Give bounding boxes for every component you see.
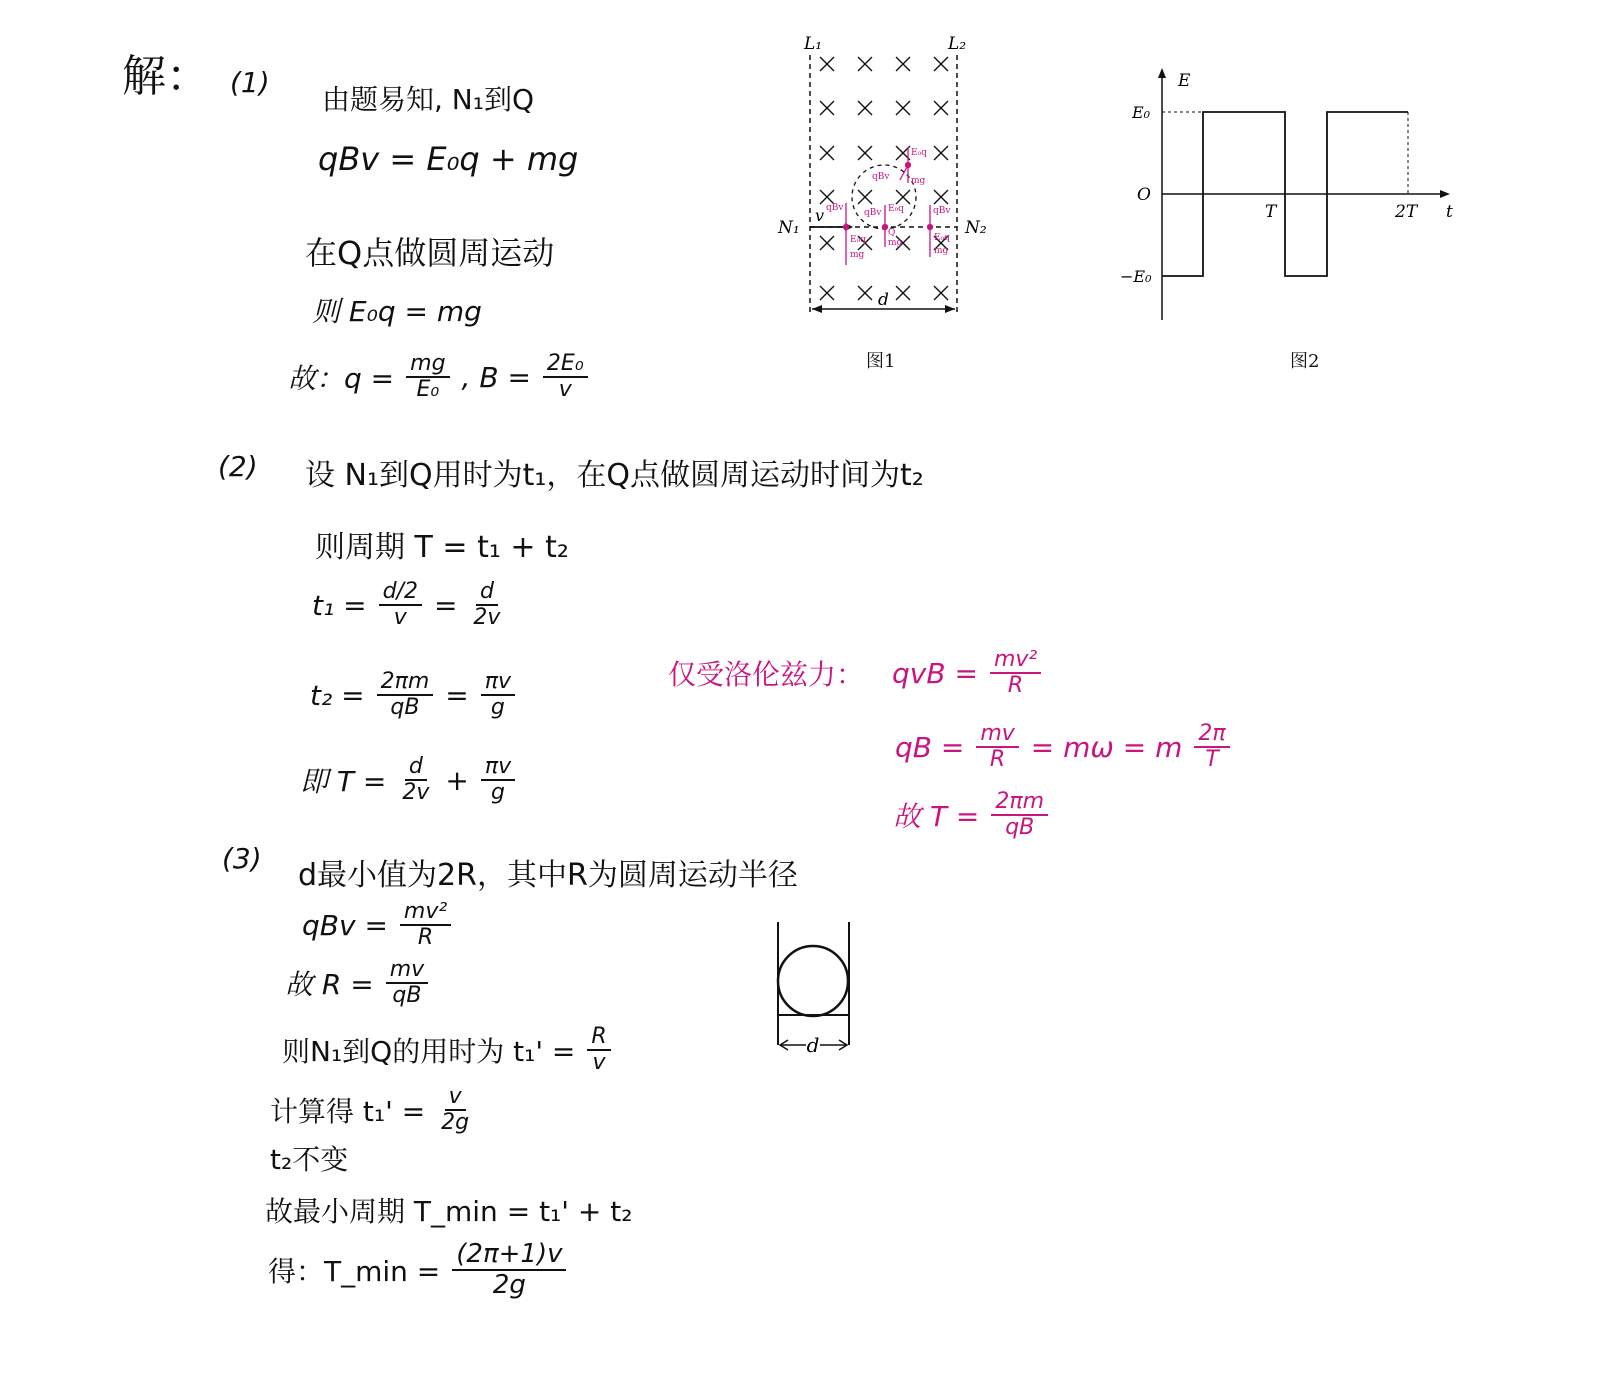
label-Q: Q <box>888 228 896 238</box>
fraction <box>976 722 1018 772</box>
force-qBv: qBv <box>933 206 951 216</box>
force-qBv: qBv <box>872 172 890 182</box>
den: E₀ <box>416 377 440 403</box>
den: 2v <box>402 780 430 806</box>
part2-line4 <box>310 670 519 720</box>
lhs: qB = <box>895 730 965 764</box>
den: qB <box>392 983 422 1009</box>
part2-line1: 设 N₁到Q用时为t₁，在Q点做圆周运动时间为t₂ <box>305 458 924 493</box>
label-d: d <box>878 290 889 310</box>
den: v <box>393 605 407 631</box>
force-mg: mg <box>911 176 926 186</box>
text: 仅受洛伦兹力： <box>668 658 865 692</box>
num: d <box>476 580 498 606</box>
num: πv <box>481 755 515 781</box>
den: v <box>558 377 572 403</box>
force-E0q: E₀q <box>888 204 904 214</box>
fraction <box>481 670 515 720</box>
lhs: 则N₁到Q的用时为 t₁' = <box>282 1035 576 1069</box>
part3-line1: d最小值为2R，其中R为圆周运动半径 <box>298 858 798 893</box>
eq: qvB = <box>892 656 978 690</box>
cross-icon <box>934 286 948 300</box>
lhs: 得：T_min = <box>268 1254 441 1288</box>
figure1-diagram <box>760 25 1010 325</box>
num: πv <box>481 670 515 696</box>
fraction <box>386 958 428 1008</box>
force-E0q: E₀q <box>850 235 866 245</box>
num: d/2 <box>379 580 422 606</box>
figure1-caption: 图1 <box>866 351 896 372</box>
cross-icon <box>934 57 948 71</box>
part3-line6: t₂不变 <box>270 1143 349 1176</box>
num: mv <box>386 958 428 984</box>
fraction <box>437 1085 473 1135</box>
den: qB <box>1005 815 1035 841</box>
part3-line2 <box>302 900 455 950</box>
circle-sketch <box>760 910 870 1060</box>
den: T <box>1205 747 1219 773</box>
fraction <box>469 580 504 630</box>
cross-icon <box>820 236 834 250</box>
cross-icon <box>896 286 910 300</box>
den: 2g <box>441 1110 470 1136</box>
force-qBv: qBv <box>864 208 882 218</box>
part3-line3 <box>285 958 432 1008</box>
label-E0: E₀ <box>1132 103 1151 122</box>
num: 2π <box>1194 722 1229 748</box>
label-T: T <box>1265 202 1277 222</box>
force-mg: mg <box>934 246 949 256</box>
fraction <box>991 790 1048 840</box>
force-E0q: E₀q <box>911 148 927 158</box>
cross-icon <box>858 57 872 71</box>
den: v <box>592 1050 606 1076</box>
solution-heading: 解： <box>122 51 210 102</box>
b-fraction <box>543 352 588 402</box>
circle-path <box>778 946 848 1016</box>
part3-line7: 故最小周期 T_min = t₁' + t₂ <box>265 1195 633 1228</box>
den: g <box>490 695 505 721</box>
lhs: 故 R = <box>285 968 374 1002</box>
l5-mid: , B = <box>461 360 531 394</box>
part3-line5 <box>270 1085 477 1135</box>
cross-icon <box>820 146 834 160</box>
num: v <box>445 1085 466 1111</box>
side-note-line2 <box>895 722 1234 772</box>
cross-icon <box>858 101 872 115</box>
figure2-caption: 图2 <box>1290 351 1320 372</box>
force-E0q: E₀q <box>934 233 950 243</box>
lhs: t₁ = <box>312 588 367 622</box>
num: mv <box>976 722 1018 748</box>
label-N1: N₁ <box>778 218 800 238</box>
part3-line8 <box>268 1240 570 1299</box>
part1-line5 <box>288 352 592 402</box>
t-axis-arrow <box>1440 190 1450 198</box>
cross-icon <box>896 57 910 71</box>
part1-line4: 则 E₀q = mg <box>312 295 482 328</box>
cross-icon <box>858 286 872 300</box>
cross-icon <box>858 190 872 204</box>
plus: + <box>445 763 469 797</box>
label-E: E <box>1178 71 1191 91</box>
num: 2πm <box>991 790 1048 816</box>
eq: = <box>433 588 458 622</box>
part2-line5 <box>300 755 519 805</box>
den: R <box>1007 673 1024 699</box>
lhs: 计算得 t₁' = <box>270 1095 426 1129</box>
part1-line1: 由题易知, N₁到Q <box>322 83 535 116</box>
arrowhead-right <box>945 305 955 313</box>
q-fraction <box>406 352 449 402</box>
part3-line4 <box>282 1025 615 1075</box>
mid: = mω = m <box>1030 730 1183 764</box>
fraction <box>587 1025 610 1075</box>
fraction <box>398 755 433 805</box>
part2-label: (2) <box>218 450 258 483</box>
fraction <box>990 648 1041 698</box>
cross-icon <box>858 146 872 160</box>
fraction <box>400 900 451 950</box>
cross-icon <box>820 57 834 71</box>
part1-label: (1) <box>230 66 270 99</box>
side-note-line3 <box>893 790 1052 840</box>
den: g <box>491 780 505 806</box>
e-axis-arrow <box>1158 68 1166 78</box>
fraction <box>481 755 515 805</box>
cross-icon <box>934 101 948 115</box>
num: mg <box>406 352 449 378</box>
eq: = <box>445 678 469 712</box>
arrowhead-left <box>812 305 822 313</box>
den: R <box>417 925 434 951</box>
lhs: 即 T = <box>300 765 387 799</box>
cross-icon <box>820 286 834 300</box>
lhs: qBv = <box>302 908 388 942</box>
cross-icon <box>820 190 834 204</box>
fraction <box>377 670 434 720</box>
side-note-line1 <box>668 648 1045 698</box>
num: d <box>405 755 427 781</box>
label-negE0: −E₀ <box>1120 267 1152 286</box>
num: mv² <box>400 900 451 926</box>
label-v: v <box>815 206 825 225</box>
den: 2v <box>473 605 501 631</box>
num: mv² <box>990 648 1041 674</box>
label-O: O <box>1137 185 1151 205</box>
fraction <box>452 1240 566 1299</box>
label-L1: L₁ <box>804 34 823 54</box>
den: 2g <box>492 1269 526 1300</box>
cross-icon <box>896 190 910 204</box>
cross-icon <box>820 101 834 115</box>
num: (2π+1)v <box>452 1240 566 1271</box>
cross-icon <box>934 190 948 204</box>
label-N2: N₂ <box>965 218 987 238</box>
figure2-graph <box>1110 60 1470 330</box>
label-L2: L₂ <box>948 34 967 54</box>
num: R <box>587 1025 610 1051</box>
part1-line3: 在Q点做圆周运动 <box>305 234 555 272</box>
den: qB <box>390 695 420 721</box>
lhs: 故 T = <box>893 800 980 834</box>
num: 2E₀ <box>543 352 588 378</box>
part1-line2: qBv = E₀q + mg <box>318 140 579 178</box>
label-t: t <box>1446 202 1453 222</box>
force-mg: mg <box>888 238 903 248</box>
part2-line3 <box>312 580 508 630</box>
fraction <box>379 580 422 630</box>
cross-icon <box>934 146 948 160</box>
den: R <box>989 747 1006 773</box>
l5-prefix: 故：q = <box>288 362 395 396</box>
label-2T: 2T <box>1395 202 1418 222</box>
cross-icon <box>896 101 910 115</box>
fraction <box>1194 722 1229 772</box>
lhs: t₂ = <box>310 678 365 712</box>
part3-label: (3) <box>222 842 262 875</box>
force-qBv: qBv <box>826 203 844 213</box>
d-label: d <box>806 1033 820 1057</box>
force-mg: mg <box>850 250 865 260</box>
num: 2πm <box>377 670 434 696</box>
part2-line2: 则周期 T = t₁ + t₂ <box>315 530 569 565</box>
